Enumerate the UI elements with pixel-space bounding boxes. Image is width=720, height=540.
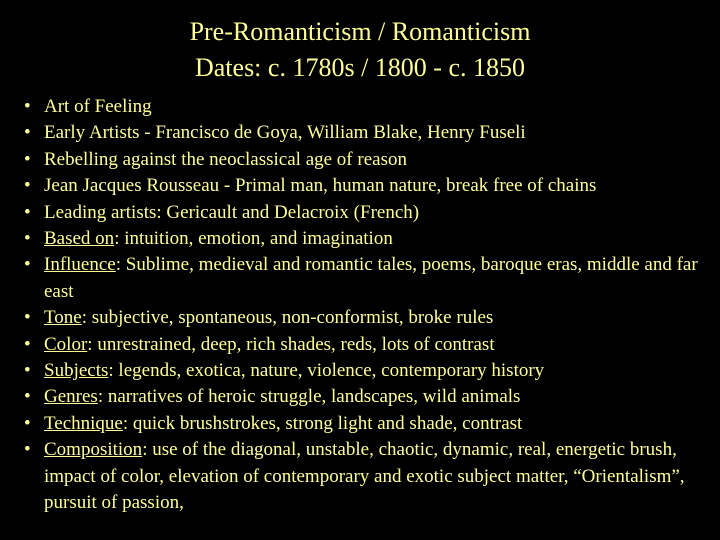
bullet-sep: : [142,439,148,461]
bullet-item [24,226,714,252]
bullet-text: Art of Feeling [44,96,152,117]
bullet-text: Sublime, medieval and romantic tales, poems, baroque eras, middle and far east [44,254,698,302]
bullet-icon: • [24,412,31,434]
bullet-term: Influence [44,254,116,276]
bullet-term: Genres [44,386,98,408]
bullet-item [24,437,714,516]
bullet-icon: • [24,360,31,382]
bullet-sep: : [81,307,87,329]
bullet-text: Early Artists - Francisco de Goya, William Blake, Henry Fuseli [44,122,526,144]
bullet-text: use of the diagonal, unstable, chaotic, dynamic, real, energetic brush, impact of color, elevation of contemporary and exotic subject matter, “Orientalism”, pursuit of passion, [44,439,685,514]
bullet-icon: • [24,96,31,117]
bullet-item [24,147,714,173]
bullet-term: Composition [44,439,143,461]
bullet-icon: • [24,175,31,197]
bullet-term: Tone [44,307,82,329]
bullet-icon: • [24,201,31,223]
bullet-icon: • [24,333,31,355]
title-line-2: Dates: c. 1780s / 1800 - c. 1850 [194,53,525,82]
bullet-item [24,411,714,437]
bullet-item [24,384,714,410]
bullet-icon: • [24,148,31,170]
title-line-1: Pre-Romanticism / Romanticism [189,17,531,46]
bullet-sep: : [122,412,129,434]
bullet-text: quick brushstrokes, strong light and shade, contrast [128,412,523,434]
bullet-icon: • [24,307,31,329]
bullet-sep: : [87,333,93,355]
bullet-text: intuition, emotion, and imagination [119,228,393,250]
bullet-item [24,173,714,199]
bullet-list [24,94,714,517]
bullet-item [24,332,714,358]
bullet-icon: • [24,254,31,276]
bullet-icon: • [24,228,31,250]
bullet-item [24,94,714,120]
bullet-item [24,252,714,305]
bullet-sep: : [115,254,122,276]
bullet-term: Technique [44,412,123,434]
bullet-item [24,120,714,146]
bullet-item [24,200,714,226]
bullet-text: legends, exotica, nature, violence, contemporary history [113,360,545,382]
bullet-term: Based on [44,228,115,250]
bullet-sep: : [108,360,114,382]
bullet-item [24,305,714,331]
bullet-text: subjective, spontaneous, non-conformist, broke rules [87,307,494,329]
bullet-text: unrestrained, deep, rich shades, reds, lots of contrast [92,333,495,355]
bullet-text: narratives of heroic struggle, landscapes, wild animals [103,386,521,408]
bullet-item [24,358,714,384]
bullet-icon: • [24,386,31,408]
bullet-sep: : [114,228,120,250]
bullet-sep: : [97,386,104,408]
slide-title [0,14,720,86]
bullet-term: Subjects [44,360,109,382]
bullet-icon: • [24,122,31,144]
bullet-text: Rebelling against the neoclassical age of reason [44,148,407,170]
bullet-term: Color [44,333,88,355]
bullet-text: Jean Jacques Rousseau - Primal man, human nature, break free of chains [44,175,597,197]
bullet-text: Leading artists: Gericault and Delacroix (French) [44,201,420,223]
bullet-icon: • [24,439,31,461]
